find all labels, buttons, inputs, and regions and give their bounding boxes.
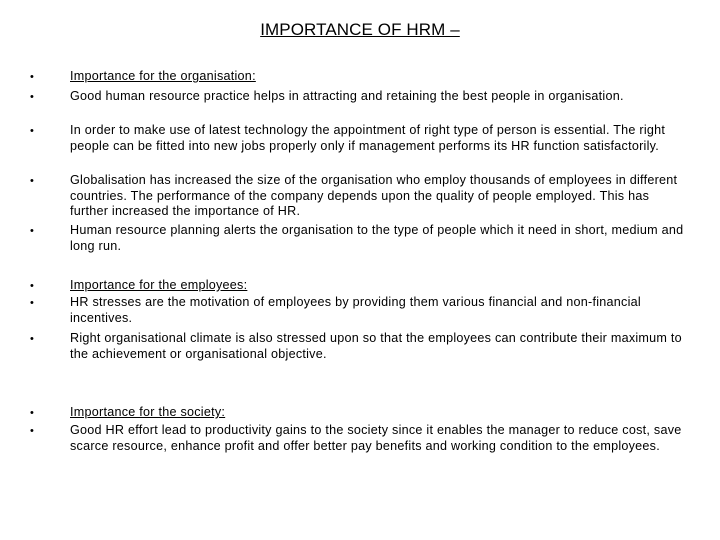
- section-heading-society: Importance for the society:: [70, 405, 226, 419]
- list-item: Human resource planning alerts the organisation to the type of people which it need in short, medium and long run.: [70, 223, 684, 253]
- bullet-icon: •: [30, 225, 34, 237]
- list-item: Good HR effort lead to productivity gains to the society since it enables the manager to reduce cost, save scarce resource, enhance profit and offer better pay benefits and working condition to the employees.: [70, 423, 682, 453]
- bullet-icon: •: [30, 280, 34, 292]
- page-title: IMPORTANCE OF HRM –: [260, 20, 460, 39]
- bullet-icon: •: [30, 425, 34, 437]
- bullet-icon: •: [30, 333, 34, 345]
- list-item: Globalisation has increased the size of the organisation who employ thousands of employees in different countries. The performance of the company depends upon the quality of people employed. This has further increased the importance of HR.: [70, 173, 678, 218]
- bullet-icon: •: [30, 175, 34, 187]
- list-item: Good human resource practice helps in attracting and retaining the best people in organisation.: [70, 89, 624, 103]
- bullet-icon: •: [30, 91, 34, 103]
- section-heading-organisation: Importance for the organisation:: [70, 69, 256, 83]
- bullet-icon: •: [30, 407, 34, 419]
- bullet-icon: •: [30, 297, 34, 309]
- bullet-icon: •: [30, 125, 34, 137]
- list-item: HR stresses are the motivation of employees by providing them various financial and non-financial incentives.: [70, 295, 641, 325]
- list-item: In order to make use of latest technology the appointment of right type of person is essential. The right people can be fitted into new jobs properly only if management performs its HR function satisfactorily.: [70, 123, 666, 153]
- section-heading-employees: Importance for the employees:: [70, 278, 248, 292]
- list-item: Right organisational climate is also stressed upon so that the employees can contribute their maximum to the achievement or organisational objective.: [70, 331, 682, 361]
- bullet-icon: •: [30, 71, 34, 83]
